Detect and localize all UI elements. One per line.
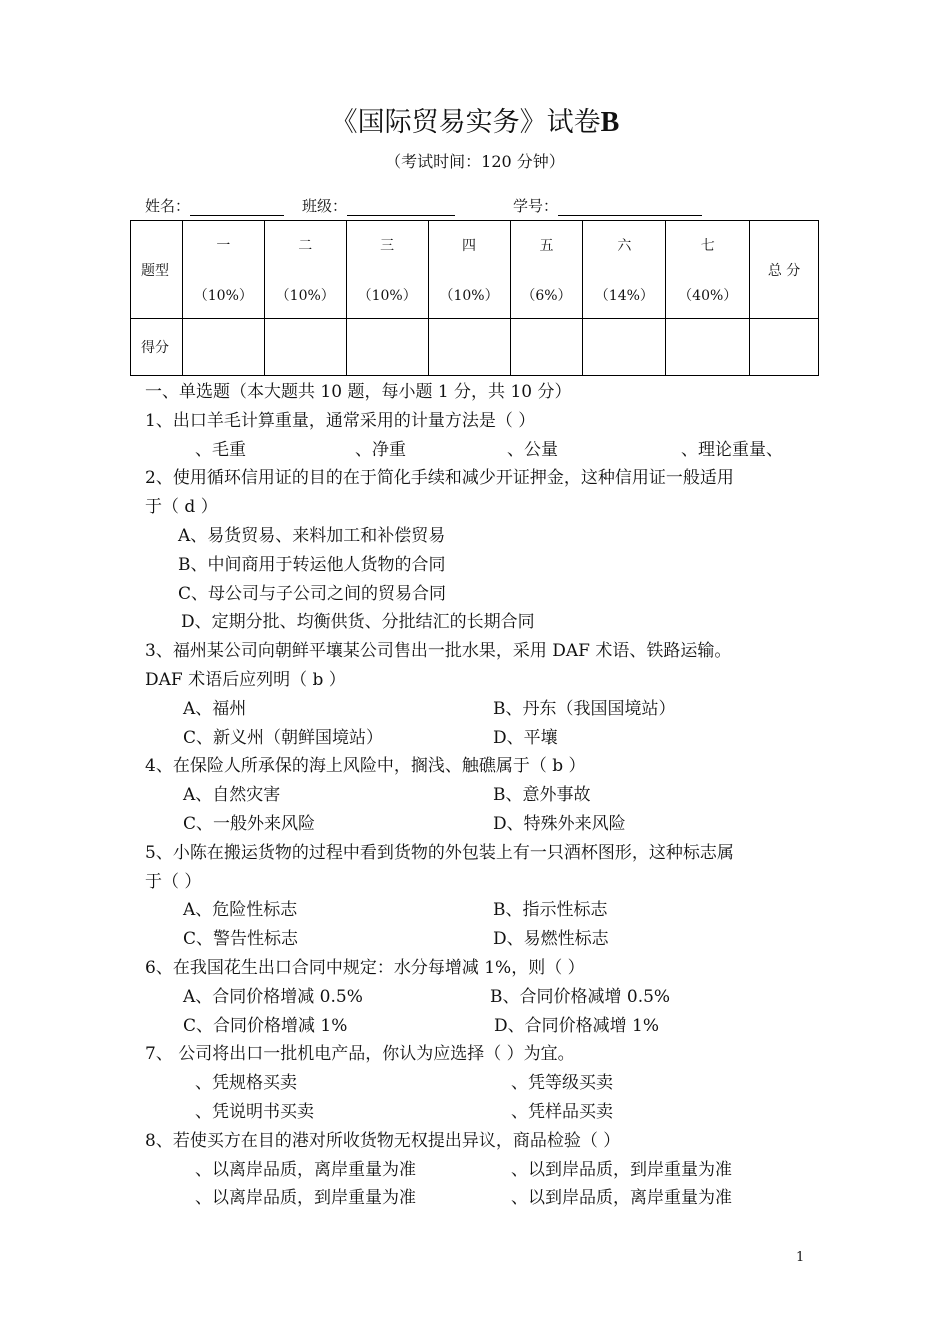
q6-option-a[interactable]: A、合同价格增减 0.5%	[183, 986, 363, 1007]
q5-options-row1	[145, 896, 825, 925]
q3-option-b[interactable]: B、丹东（我国国境站）	[493, 698, 676, 719]
q8-option-d[interactable]: 、以到岸品质，离岸重量为准	[511, 1188, 732, 1209]
q2-option-a[interactable]: A、易货贸易、来料加工和补偿贸易	[178, 525, 446, 546]
q8-options-row1	[145, 1156, 825, 1185]
total-header: 总 分	[750, 221, 819, 319]
q5-option-d[interactable]: D、易燃性标志	[493, 929, 609, 950]
q6-options-row2	[145, 1012, 825, 1041]
q6-option-c[interactable]: C、合同价格增减 1%	[183, 1015, 348, 1036]
q7-option-b[interactable]: 、凭等级买卖	[511, 1073, 613, 1094]
exam-subtitle: （考试时间：120 分钟）	[385, 152, 565, 171]
title-text: 《国际贸易实务》试卷	[330, 107, 601, 138]
score-cell[interactable]	[182, 319, 264, 376]
type-col-4: 四 （10%）	[428, 221, 510, 319]
q1-options	[145, 436, 825, 465]
q3-stem-line2: DAF 术语后应列明（ b ）	[145, 669, 346, 690]
page-number: 1	[796, 1250, 805, 1265]
q3-options-row2	[145, 724, 825, 753]
q4-option-d[interactable]: D、特殊外来风险	[493, 813, 626, 834]
q7-option-d[interactable]: 、凭样品买卖	[511, 1101, 613, 1122]
type-col-7: 七 （40%）	[666, 221, 750, 319]
q2-option-d[interactable]: D、定期分批、均衡供货、分批结汇的长期合同	[181, 612, 535, 633]
section-heading: 一、单选题（本大题共 10 题，每小题 1 分，共 10 分）	[145, 382, 572, 402]
q6-option-b[interactable]: B、合同价格减增 0.5%	[490, 986, 671, 1007]
student-info	[145, 195, 702, 216]
score-cell[interactable]	[428, 319, 510, 376]
q8-options-row2	[145, 1184, 825, 1213]
q3-option-a[interactable]: A、福州	[183, 698, 247, 719]
score-cell[interactable]	[583, 319, 666, 376]
type-col-6: 六 （14%）	[583, 221, 666, 319]
q4-option-a[interactable]: A、自然灾害	[183, 785, 281, 806]
q5-stem-line1: 5、小陈在搬运货物的过程中看到货物的外包装上有一只酒杯图形，这种标志属	[145, 842, 734, 863]
q6-stem: 6、在我国花生出口合同中规定：水分每增减 1%，则（ ）	[145, 957, 585, 978]
score-table	[130, 220, 819, 376]
q8-stem: 8、若使买方在目的港对所收货物无权提出异议，商品检验（ ）	[145, 1130, 621, 1151]
class-label: 班级：	[302, 197, 348, 215]
question-body	[145, 378, 825, 1213]
score-cell[interactable]	[510, 319, 583, 376]
q3-stem-line1: 3、福州某公司向朝鲜平壤某公司售出一批水果，采用 DAF 术语、铁路运输。	[145, 641, 732, 662]
q5-stem-line2: 于（ ）	[145, 871, 202, 892]
class-blank[interactable]	[347, 199, 455, 216]
score-cell[interactable]	[346, 319, 428, 376]
q8-option-b[interactable]: 、以到岸品质，到岸重量为准	[511, 1159, 732, 1180]
q6-option-d[interactable]: D、合同价格减增 1%	[494, 1015, 660, 1036]
name-blank[interactable]	[190, 199, 284, 216]
q8-option-a[interactable]: 、以离岸品质，离岸重量为准	[195, 1159, 416, 1180]
id-label: 学号：	[513, 197, 559, 215]
q7-option-a[interactable]: 、凭规格买卖	[195, 1073, 297, 1094]
q2-option-c[interactable]: C、母公司与子公司之间的贸易合同	[178, 583, 447, 604]
score-cell[interactable]	[750, 319, 819, 376]
q1-option-a[interactable]: 、毛重	[195, 439, 246, 460]
score-cell[interactable]	[264, 319, 346, 376]
q2-option-b[interactable]: B、中间商用于转运他人货物的合同	[178, 554, 446, 575]
type-header: 题型	[131, 221, 183, 319]
q2-stem-line1: 2、使用循环信用证的目的在于简化手续和减少开证押金，这种信用证一般适用	[145, 468, 734, 489]
q4-options-row1	[145, 781, 825, 810]
q3-option-c[interactable]: C、新义州（朝鲜国境站）	[183, 727, 384, 748]
q7-options-row1	[145, 1069, 825, 1098]
q7-stem: 7、 公司将出口一批机电产品，你认为应选择（ ）为宜。	[145, 1044, 575, 1065]
q1-option-b[interactable]: 、净重	[355, 439, 406, 460]
q5-option-c[interactable]: C、警告性标志	[183, 929, 299, 950]
exam-title	[0, 100, 950, 139]
q4-option-b[interactable]: B、意外事故	[493, 785, 591, 806]
score-cell[interactable]	[666, 319, 750, 376]
q4-options-row2	[145, 810, 825, 839]
q3-options-row1	[145, 695, 825, 724]
q5-options-row2	[145, 925, 825, 954]
q1-option-c[interactable]: 、公量	[507, 439, 558, 460]
q8-option-c[interactable]: 、以离岸品质，到岸重量为准	[195, 1188, 416, 1209]
name-label: 姓名：	[145, 197, 191, 215]
q4-stem: 4、在保险人所承保的海上风险中，搁浅、触礁属于（ b ）	[145, 756, 586, 777]
q1-option-d[interactable]: 、理论重量、	[681, 439, 783, 460]
q1-stem: 1、出口羊毛计算重量，通常采用的计量方法是（ ）	[145, 410, 536, 431]
q2-stem-line2: 于（ d ）	[145, 497, 218, 518]
q7-options-row2	[145, 1098, 825, 1127]
q4-option-c[interactable]: C、一般外来风险	[183, 813, 316, 834]
q3-option-d[interactable]: D、平壤	[493, 727, 558, 748]
title-letter: B	[600, 107, 620, 138]
q6-options-row1	[145, 983, 825, 1012]
score-row-header: 得分	[131, 319, 183, 376]
type-col-1: 一 （10%）	[182, 221, 264, 319]
type-col-2: 二 （10%）	[264, 221, 346, 319]
q5-option-a[interactable]: A、危险性标志	[183, 900, 298, 921]
type-col-5: 五 （6%）	[510, 221, 583, 319]
id-blank[interactable]	[558, 199, 702, 216]
q7-option-c[interactable]: 、凭说明书买卖	[195, 1101, 314, 1122]
type-col-3: 三 （10%）	[346, 221, 428, 319]
q5-option-b[interactable]: B、指示性标志	[493, 900, 608, 921]
